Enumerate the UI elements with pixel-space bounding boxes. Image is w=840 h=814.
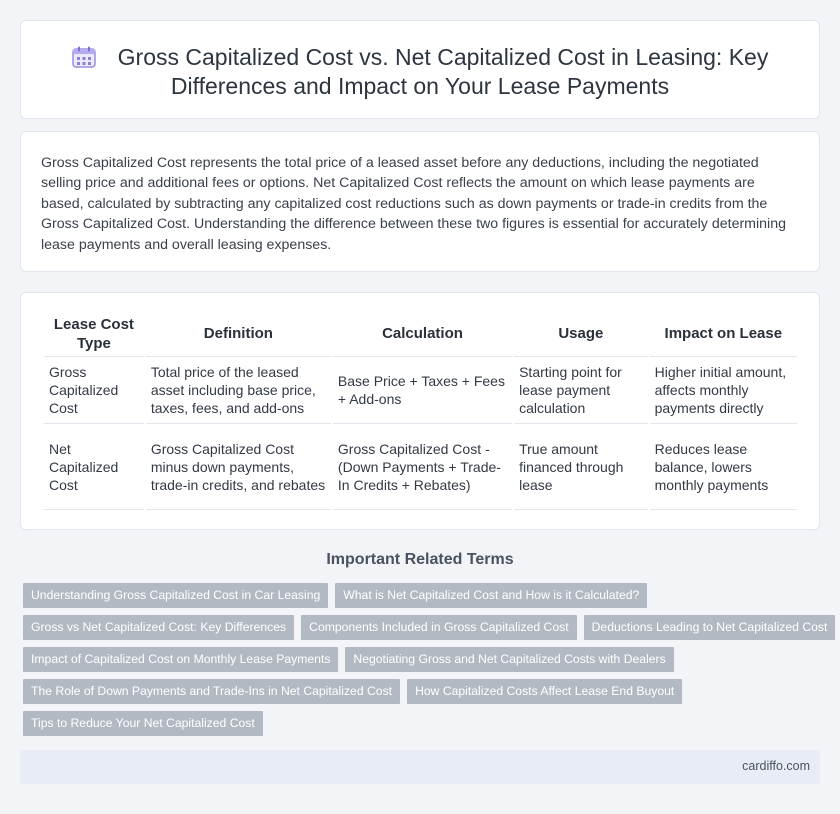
header-calculation: Calculation (333, 311, 512, 357)
calendar-icon (72, 46, 96, 68)
table-card (20, 292, 820, 530)
table-cell: Higher initial amount, affects monthly payments directly (650, 357, 797, 424)
table-cell: Gross Capitalized Cost minus down payments, trade-in credits, and rebates (146, 424, 331, 510)
tag-row (23, 615, 828, 647)
related-term-tag[interactable]: Components Included in Gross Capitalized Cost (301, 615, 576, 640)
header-usage: Usage (514, 311, 648, 357)
footer-site-link[interactable]: cardiffo.com (742, 759, 810, 773)
tag-row (23, 647, 823, 679)
related-term-tag[interactable]: The Role of Down Payments and Trade-Ins in Net Capitalized Cost (23, 679, 400, 704)
intro-paragraph: Gross Capitalized Cost represents the total price of a leased asset before any deductions, including the negotiated selling price and additional fees or options. Net Capitalized Cost reflects the amount on which lease payments are based, calculated by subtracting any capitalized cost reductions such as down payments or trade-in credits from the Gross Capitalized Cost. Understanding the difference between these two figures is essential for accurately determining lease payments and overall leasing expenses. (41, 155, 786, 253)
related-term-tag[interactable]: Understanding Gross Capitalized Cost in Car Leasing (23, 583, 328, 608)
page-title-text: Gross Capitalized Cost vs. Net Capitalized Cost in Leasing: Key Differences and Impact on Your Lease Payments (117, 44, 769, 99)
related-term-tag[interactable]: Gross vs Net Capitalized Cost: Key Differences (23, 615, 294, 640)
header-lease-cost-type: Lease Cost Type (44, 311, 144, 357)
table-cell: Total price of the leased asset including base price, taxes, fees, and add-ons (146, 357, 331, 424)
related-terms-list (23, 583, 828, 743)
comparison-table (42, 311, 799, 510)
table-cell: Net Capitalized Cost (44, 424, 144, 510)
table-header-row (44, 311, 797, 357)
table-cell: Base Price + Taxes + Fees + Add-ons (333, 357, 512, 424)
title-card (20, 20, 820, 119)
header-impact: Impact on Lease (650, 311, 797, 357)
tag-row (23, 583, 823, 615)
related-terms-title: Important Related Terms (326, 551, 514, 568)
table-cell: Starting point for lease payment calculation (514, 357, 648, 424)
related-term-tag[interactable]: Tips to Reduce Your Net Capitalized Cost (23, 711, 263, 736)
tag-row (23, 711, 823, 743)
table-row (44, 357, 797, 424)
intro-card (20, 131, 820, 272)
table-row (44, 424, 797, 510)
related-term-tag[interactable]: Deductions Leading to Net Capitalized Cost (584, 615, 836, 640)
footer (20, 750, 820, 784)
table-cell: Gross Capitalized Cost (44, 357, 144, 424)
table-cell: True amount financed through lease (514, 424, 648, 510)
table-cell: Gross Capitalized Cost - (Down Payments + Trade-In Credits + Rebates) (333, 424, 512, 510)
header-definition: Definition (146, 311, 331, 357)
tag-row (23, 679, 823, 711)
related-term-tag[interactable]: Impact of Capitalized Cost on Monthly Lease Payments (23, 647, 338, 672)
related-term-tag[interactable]: What is Net Capitalized Cost and How is it Calculated? (335, 583, 647, 608)
related-term-tag[interactable]: Negotiating Gross and Net Capitalized Costs with Dealers (345, 647, 673, 672)
page-title (51, 43, 789, 101)
related-term-tag[interactable]: How Capitalized Costs Affect Lease End Buyout (407, 679, 682, 704)
table-cell: Reduces lease balance, lowers monthly payments (650, 424, 797, 510)
